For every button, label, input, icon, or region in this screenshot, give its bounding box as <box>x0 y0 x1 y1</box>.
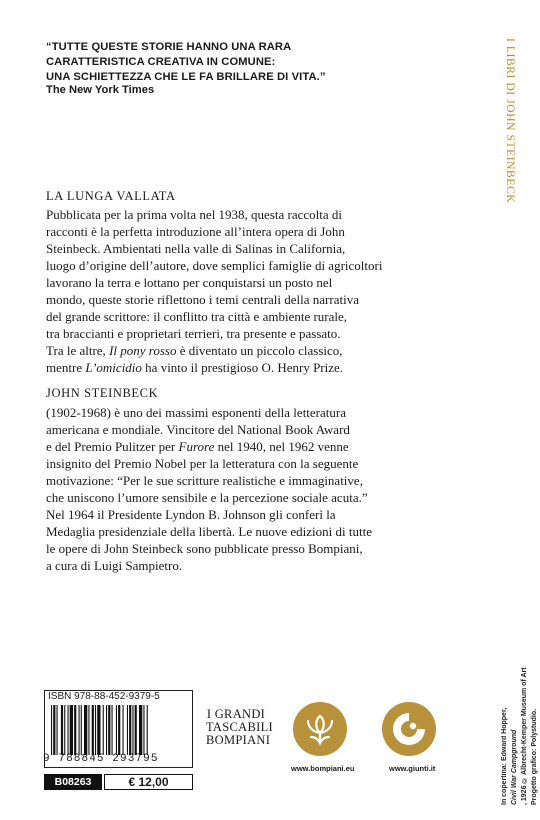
barcode-bar <box>70 705 73 755</box>
text-fragment: In copertina: Edward Hopper, <box>501 707 508 805</box>
text-fragment: Tra le altre, <box>46 343 110 358</box>
barcode-bar <box>103 705 104 755</box>
credit-line: Progetto grafico: Polystudio. <box>531 708 538 805</box>
barcode-bar <box>147 705 148 755</box>
text-line: a cura di Luigi Sampietro. <box>46 558 183 573</box>
barcode-bar <box>92 705 94 755</box>
barcode-bar <box>139 705 142 755</box>
barcode <box>51 705 185 755</box>
text-line: Steinbeck. Ambientati nella valle di Salinas in California, <box>46 241 346 256</box>
barcode-bar <box>53 705 55 755</box>
story-title: L’omicidio <box>85 360 142 375</box>
artwork-title: Civil War Campground <box>511 729 518 805</box>
barcode-bar <box>61 705 63 755</box>
quote-line: CARATTERISTICA CREATIVA IN COMUNE: <box>46 56 276 68</box>
story-title: Il pony rosso <box>109 343 177 358</box>
text-line <box>46 359 456 376</box>
text-fragment: , 1926 © Albrecht-Kemper Museum of Art <box>521 667 528 805</box>
barcode-bar <box>129 705 131 755</box>
barcode-bar <box>143 705 144 755</box>
cover-credits <box>500 425 538 805</box>
barcode-bar <box>135 705 137 755</box>
barcode-digits: 9 788845 293795 <box>43 753 159 765</box>
barcode-bar <box>95 705 96 755</box>
series-line: TASCABILI <box>206 720 273 734</box>
barcode-bar <box>116 705 117 755</box>
credit-line <box>500 425 530 805</box>
text-fragment: mentre <box>46 360 86 375</box>
giunti-url: www.giunti.it <box>389 764 436 773</box>
barcode-bar <box>88 705 89 755</box>
barcode-bar <box>106 705 107 755</box>
barcode-bar <box>84 705 87 755</box>
isbn: ISBN 978-88-452-9379-5 <box>48 691 160 702</box>
quote-line: “TUTTE QUESTE STORIE HANNO UNA RARA <box>46 41 292 53</box>
text-line: insignito del Premio Nobel per la letteratura con la seguente <box>46 456 359 471</box>
quote-line: UNA SCHIETTEZZA CHE LE FA BRILLARE DI VITA.” <box>46 71 326 83</box>
text-fragment: e del Premio Pulitzer per <box>46 439 179 454</box>
text-line <box>46 438 456 455</box>
barcode-bar <box>132 705 133 755</box>
barcode-bar <box>51 705 52 755</box>
text-line: mondo, queste storie riflettono i temi centrali della narrativa <box>46 292 359 307</box>
series-line: I GRANDI <box>206 707 266 721</box>
bompiani-url: www.bompiani.eu <box>291 764 355 773</box>
product-code: B08263 <box>44 774 102 790</box>
text-line: tra braccianti e proprietari terrieri, tra presente e passato. <box>46 326 341 341</box>
text-line: lavorano la terra e lottano per conquistarsi un posto nel <box>46 275 333 290</box>
book-title-italic: Furore <box>178 439 215 454</box>
barcode-bar <box>81 705 82 755</box>
text-line <box>46 342 456 359</box>
text-line: che uniscono l’umore sensibile e la percezione sociale acuta.” <box>46 490 368 505</box>
barcode-bar <box>118 705 120 755</box>
text-fragment: nel 1940, nel 1962 venne <box>214 439 349 454</box>
text-line: racconti è la perfetta introduzione all’intera opera di John <box>46 224 345 239</box>
barcode-bar <box>112 705 113 755</box>
barcode-bar <box>57 705 58 755</box>
spiral-icon <box>382 702 436 756</box>
text-line: Pubblicata per la prima volta nel 1938, questa raccolta di <box>46 207 343 222</box>
barcode-bar <box>108 705 110 755</box>
quote-source: The New York Times <box>46 84 155 96</box>
text-fragment: ha vinto il prestigioso O. Henry Prize. <box>141 360 344 375</box>
book-description <box>46 206 456 376</box>
author-biography <box>46 404 456 574</box>
barcode-bar <box>64 705 65 755</box>
barcode-bar <box>97 705 100 755</box>
barcode-bar <box>68 705 69 755</box>
text-line: motivazione: “Per le sue scritture realistiche e immaginative, <box>46 473 363 488</box>
barcode-bar <box>127 705 128 755</box>
text-line: del grande scrittore: il conflitto tra città e ambiente rurale, <box>46 309 348 324</box>
bompiani-logo <box>293 702 347 756</box>
series-line: BOMPIANI <box>206 733 271 747</box>
text-line: Nel 1964 il Presidente Lyndon B. Johnson gli conferì la <box>46 507 336 522</box>
text-fragment: è diventato un piccolo classico, <box>176 343 343 358</box>
book-title: LA LUNGA VALLATA <box>46 189 176 203</box>
text-line: le opere di John Steinbeck sono pubblicate presso Bompiani, <box>46 541 363 556</box>
giunti-logo <box>382 702 436 756</box>
tulip-icon <box>293 702 347 756</box>
text-line: (1902-1968) è uno dei massimi esponenti della letteratura <box>46 405 346 420</box>
series-side-title: I LIBRI DI JOHN STEINBECK <box>504 38 516 204</box>
text-line: Medaglia presidenziale della libertà. Le nuove edizioni di tutte <box>46 524 372 539</box>
series-logo <box>206 707 273 747</box>
text-line: americana e mondiale. Vincitore del National Book Award <box>46 422 350 437</box>
cover-quote <box>46 40 456 85</box>
price: € 12,00 <box>104 774 193 790</box>
author-title: JOHN STEINBECK <box>46 386 159 400</box>
text-line: luogo d’origine dell’autore, dove semplici famiglie di agricoltori <box>46 258 383 273</box>
barcode-bar <box>74 705 76 755</box>
barcode-bar <box>123 705 124 755</box>
barcode-bar <box>79 705 80 755</box>
